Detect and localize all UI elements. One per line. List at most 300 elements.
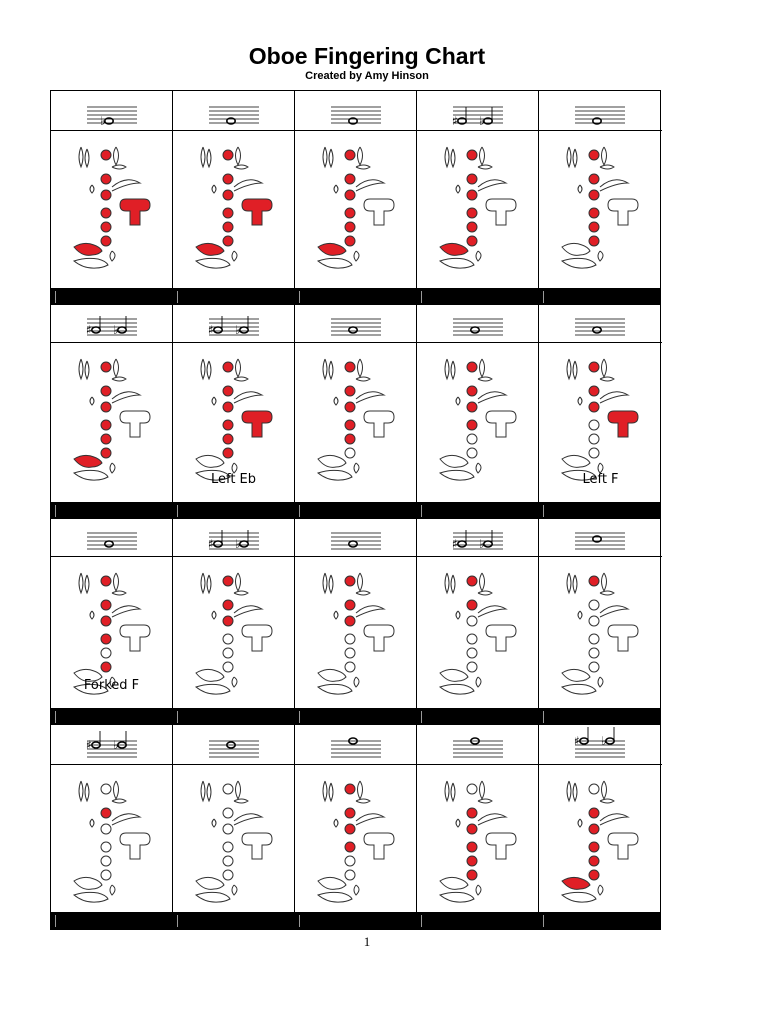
bottom-hole-key (345, 842, 355, 852)
staff-svg (295, 91, 417, 131)
fingering-cell (173, 305, 295, 502)
left-pinky-key (318, 892, 352, 902)
left-pinky-key (318, 877, 346, 889)
sharp-icon: ♯ (574, 734, 580, 748)
top-hole-key (467, 616, 477, 626)
right-pinky-key (364, 833, 394, 859)
top-hole-key (345, 600, 355, 610)
right-pinky-key (608, 625, 638, 651)
fingering-cell (173, 91, 295, 288)
half-hole-key (114, 573, 119, 591)
octave-key (201, 147, 211, 167)
low-key (232, 677, 237, 687)
top-hole-key (101, 362, 111, 372)
staff-svg (51, 91, 173, 131)
bar-tick (299, 505, 300, 517)
bar-tick (299, 711, 300, 723)
fingering-cell (51, 725, 173, 912)
bottom-hole-key (345, 634, 355, 644)
fingering-cell (295, 519, 417, 708)
octave-key (567, 359, 577, 379)
octave-key (201, 359, 211, 379)
left-pinky-key (318, 470, 352, 480)
note-staff (417, 519, 539, 557)
fingering-cell (51, 305, 173, 502)
sharp-icon: ♯ (86, 738, 92, 752)
top-hole-key (467, 824, 477, 834)
side-key (478, 799, 492, 803)
left-pinky-key (440, 455, 468, 467)
top-hole-key (101, 150, 111, 160)
oboe-diagram (51, 773, 173, 913)
side-key (112, 814, 140, 825)
octave-key (323, 573, 333, 593)
flat-icon: ♭ (113, 738, 119, 752)
top-hole-key (467, 784, 477, 794)
bottom-hole-key (467, 634, 477, 644)
side-key (478, 606, 506, 617)
left-pinky-key (318, 669, 346, 681)
side-key (478, 377, 492, 381)
side-key (456, 611, 460, 619)
top-hole-key (101, 616, 111, 626)
oboe-diagram (173, 565, 295, 705)
left-pinky-key (440, 243, 468, 255)
top-hole-key (101, 190, 111, 200)
side-key (478, 591, 492, 595)
top-hole-key (589, 150, 599, 160)
octave-key (79, 573, 89, 593)
right-pinky-key (486, 199, 516, 225)
flat-icon: ♭ (100, 114, 106, 128)
sharp-icon: ♯ (452, 537, 458, 551)
bottom-hole-key (345, 648, 355, 658)
side-key (212, 819, 216, 827)
top-hole-key (589, 600, 599, 610)
left-pinky-key (196, 892, 230, 902)
bar-tick (543, 711, 544, 723)
oboe-diagram (417, 773, 539, 913)
left-pinky-key (74, 455, 102, 467)
note-staff (539, 519, 662, 557)
top-hole-key (223, 402, 233, 412)
bottom-hole-key (101, 208, 111, 218)
bar-tick (55, 505, 56, 517)
oboe-diagram (417, 351, 539, 491)
note-staff (539, 305, 662, 343)
side-key (90, 397, 94, 405)
right-pinky-key (120, 411, 150, 437)
half-hole-key (236, 781, 241, 799)
right-pinky-key (364, 199, 394, 225)
fingering-cell (417, 725, 539, 912)
side-key (478, 180, 506, 191)
top-hole-key (589, 402, 599, 412)
staff-svg (173, 725, 295, 765)
top-hole-key (467, 576, 477, 586)
top-hole-key (589, 616, 599, 626)
side-key (212, 185, 216, 193)
bottom-hole-key (467, 448, 477, 458)
note-staff (173, 725, 295, 765)
right-pinky-key (486, 411, 516, 437)
octave-key (79, 147, 89, 167)
bottom-hole-key (345, 434, 355, 444)
side-key (112, 180, 140, 191)
top-hole-key (589, 824, 599, 834)
oboe-diagram (51, 139, 173, 279)
bottom-hole-key (101, 870, 111, 880)
right-pinky-key (120, 833, 150, 859)
flat-icon: ♭ (235, 537, 241, 551)
top-hole-key (345, 784, 355, 794)
bar-tick (421, 505, 422, 517)
top-hole-key (589, 362, 599, 372)
top-hole-key (101, 402, 111, 412)
page-subtitle: Created by Amy Hinson (305, 70, 429, 82)
side-key (90, 185, 94, 193)
bar-tick (177, 915, 178, 927)
left-pinky-key (562, 877, 590, 889)
side-key (456, 397, 460, 405)
octave-key (445, 147, 455, 167)
note-head (349, 541, 357, 547)
top-hole-key (467, 402, 477, 412)
top-hole-key (101, 784, 111, 794)
row-separator-bar (51, 912, 660, 929)
note-head (593, 327, 601, 333)
bottom-hole-key (589, 448, 599, 458)
side-key (90, 611, 94, 619)
low-key (598, 677, 603, 687)
top-hole-key (589, 190, 599, 200)
bar-tick (299, 915, 300, 927)
fingering-cell (51, 519, 173, 708)
side-key (90, 819, 94, 827)
note-staff (51, 725, 173, 765)
half-hole-key (114, 147, 119, 165)
side-key (456, 819, 460, 827)
bar-tick (55, 915, 56, 927)
right-pinky-key (242, 625, 272, 651)
sharp-icon: ♯ (208, 323, 214, 337)
top-hole-key (223, 616, 233, 626)
oboe-diagram (539, 351, 662, 491)
bottom-hole-key (589, 634, 599, 644)
side-key (234, 392, 262, 403)
staff-svg (539, 725, 662, 765)
side-key (112, 591, 126, 595)
octave-key (445, 781, 455, 801)
right-pinky-key (608, 411, 638, 437)
left-pinky-key (440, 892, 474, 902)
bottom-hole-key (467, 842, 477, 852)
fingering-cell (173, 725, 295, 912)
bottom-hole-key (467, 856, 477, 866)
note-staff (417, 91, 539, 131)
bottom-hole-key (101, 648, 111, 658)
oboe-diagram (173, 351, 295, 491)
bar-tick (177, 505, 178, 517)
oboe-diagram (417, 565, 539, 705)
side-key (578, 397, 582, 405)
side-key (356, 392, 384, 403)
note-staff (295, 305, 417, 343)
bottom-hole-key (467, 208, 477, 218)
half-hole-key (358, 147, 363, 165)
bottom-hole-key (223, 648, 233, 658)
fingering-cell (295, 725, 417, 912)
left-pinky-key (196, 669, 224, 681)
side-key (334, 397, 338, 405)
bottom-hole-key (223, 842, 233, 852)
bar-tick (543, 505, 544, 517)
top-hole-key (467, 808, 477, 818)
fingering-cell (295, 305, 417, 502)
side-key (478, 165, 492, 169)
sharp-icon: ♯ (452, 114, 458, 128)
bottom-hole-key (101, 856, 111, 866)
low-key (354, 677, 359, 687)
right-pinky-key (608, 833, 638, 859)
bottom-hole-key (223, 208, 233, 218)
left-pinky-key (74, 877, 102, 889)
note-staff (51, 519, 173, 557)
oboe-diagram (539, 773, 662, 913)
side-key (112, 799, 126, 803)
low-key (598, 885, 603, 895)
staff-svg (539, 519, 662, 557)
bottom-hole-key (101, 222, 111, 232)
bottom-hole-key (467, 662, 477, 672)
side-key (600, 606, 628, 617)
right-pinky-key (120, 625, 150, 651)
bottom-hole-key (345, 208, 355, 218)
bottom-hole-key (467, 420, 477, 430)
left-pinky-key (440, 669, 468, 681)
left-pinky-key (318, 455, 346, 467)
left-pinky-key (440, 877, 468, 889)
side-key (334, 819, 338, 827)
note-staff (417, 725, 539, 765)
top-hole-key (101, 824, 111, 834)
right-pinky-key (364, 411, 394, 437)
bottom-hole-key (589, 222, 599, 232)
top-hole-key (345, 150, 355, 160)
octave-key (567, 781, 577, 801)
top-hole-key (589, 808, 599, 818)
side-key (112, 606, 140, 617)
staff-svg (539, 91, 662, 131)
side-key (600, 165, 614, 169)
low-key (110, 885, 115, 895)
bar-tick (421, 915, 422, 927)
bottom-hole-key (589, 208, 599, 218)
top-hole-key (345, 362, 355, 372)
note-staff (173, 519, 295, 557)
low-key (232, 251, 237, 261)
staff-svg (539, 305, 662, 343)
staff-svg (51, 519, 173, 557)
half-hole-key (480, 147, 485, 165)
side-key (112, 165, 126, 169)
left-pinky-key (74, 243, 102, 255)
bar-tick (421, 291, 422, 303)
left-pinky-key (562, 258, 596, 268)
low-key (110, 463, 115, 473)
low-key (476, 677, 481, 687)
side-key (600, 392, 628, 403)
bottom-hole-key (345, 222, 355, 232)
fingering-label: Left Eb (210, 472, 257, 487)
bottom-hole-key (223, 448, 233, 458)
page-number: 1 (363, 934, 371, 949)
bottom-hole-key (345, 420, 355, 430)
top-hole-key (345, 808, 355, 818)
bottom-hole-key (223, 634, 233, 644)
octave-key (79, 359, 89, 379)
octave-key (445, 359, 455, 379)
note-head (240, 327, 248, 333)
note-staff (295, 91, 417, 131)
half-hole-key (358, 573, 363, 591)
side-key (600, 180, 628, 191)
right-pinky-key (242, 411, 272, 437)
bottom-hole-key (589, 434, 599, 444)
side-key (234, 165, 248, 169)
note-head (471, 327, 479, 333)
top-hole-key (223, 600, 233, 610)
left-pinky-key (196, 684, 230, 694)
oboe-diagram (51, 351, 173, 491)
top-hole-key (467, 600, 477, 610)
flat-icon: ♭ (479, 114, 485, 128)
half-hole-key (236, 573, 241, 591)
oboe-diagram (295, 139, 417, 279)
bottom-hole-key (101, 634, 111, 644)
note-head (118, 327, 126, 333)
note-head (92, 327, 100, 333)
staff-svg (51, 305, 173, 343)
right-pinky-key (242, 833, 272, 859)
flat-icon: ♭ (479, 537, 485, 551)
right-pinky-key (486, 833, 516, 859)
bottom-hole-key (467, 648, 477, 658)
low-key (232, 885, 237, 895)
top-hole-key (223, 386, 233, 396)
oboe-diagram (295, 773, 417, 913)
staff-svg (417, 91, 539, 131)
row-separator-bar (51, 288, 660, 305)
bottom-hole-key (589, 662, 599, 672)
row-separator-bar (51, 502, 660, 519)
octave-key (323, 359, 333, 379)
left-pinky-key (562, 669, 590, 681)
top-hole-key (223, 824, 233, 834)
note-staff (51, 305, 173, 343)
low-key (354, 463, 359, 473)
bottom-hole-key (345, 856, 355, 866)
top-hole-key (467, 386, 477, 396)
bottom-hole-key (223, 222, 233, 232)
side-key (334, 611, 338, 619)
right-pinky-key (486, 625, 516, 651)
left-pinky-key (562, 243, 590, 255)
fingering-label: Left F (582, 472, 619, 487)
octave-key (567, 573, 577, 593)
half-hole-key (602, 147, 607, 165)
row-separator-bar (51, 708, 660, 725)
left-pinky-key (74, 258, 108, 268)
bar-tick (543, 291, 544, 303)
half-hole-key (602, 573, 607, 591)
note-staff (173, 91, 295, 131)
left-pinky-key (440, 684, 474, 694)
note-head (105, 541, 113, 547)
bottom-hole-key (345, 236, 355, 246)
sharp-icon: ♯ (208, 537, 214, 551)
low-key (476, 463, 481, 473)
top-hole-key (589, 576, 599, 586)
octave-key (567, 147, 577, 167)
octave-key (201, 573, 211, 593)
top-hole-key (101, 386, 111, 396)
top-hole-key (223, 576, 233, 586)
fingering-cell (417, 91, 539, 288)
oboe-diagram (295, 565, 417, 705)
note-staff (417, 305, 539, 343)
half-hole-key (236, 359, 241, 377)
left-pinky-key (318, 243, 346, 255)
top-hole-key (345, 386, 355, 396)
bar-tick (543, 915, 544, 927)
oboe-diagram (539, 565, 662, 705)
oboe-diagram (295, 351, 417, 491)
bottom-hole-key (101, 662, 111, 672)
staff-svg (173, 519, 295, 557)
side-key (356, 799, 370, 803)
top-hole-key (223, 174, 233, 184)
bottom-hole-key (589, 842, 599, 852)
half-hole-key (114, 359, 119, 377)
side-key (234, 591, 248, 595)
top-hole-key (101, 600, 111, 610)
top-hole-key (467, 174, 477, 184)
bottom-hole-key (223, 434, 233, 444)
low-key (354, 885, 359, 895)
oboe-diagram (173, 139, 295, 279)
flat-icon: ♭ (601, 734, 607, 748)
bottom-hole-key (467, 434, 477, 444)
side-key (234, 799, 248, 803)
fingering-chart-grid (50, 90, 661, 930)
side-key (600, 591, 614, 595)
side-key (356, 606, 384, 617)
side-key (356, 814, 384, 825)
top-hole-key (223, 362, 233, 372)
top-hole-key (101, 808, 111, 818)
bottom-hole-key (223, 420, 233, 430)
half-hole-key (602, 781, 607, 799)
side-key (478, 392, 506, 403)
right-pinky-key (364, 625, 394, 651)
low-key (110, 251, 115, 261)
octave-key (445, 573, 455, 593)
bottom-hole-key (223, 662, 233, 672)
left-pinky-key (196, 243, 224, 255)
octave-key (323, 147, 333, 167)
side-key (234, 606, 262, 617)
